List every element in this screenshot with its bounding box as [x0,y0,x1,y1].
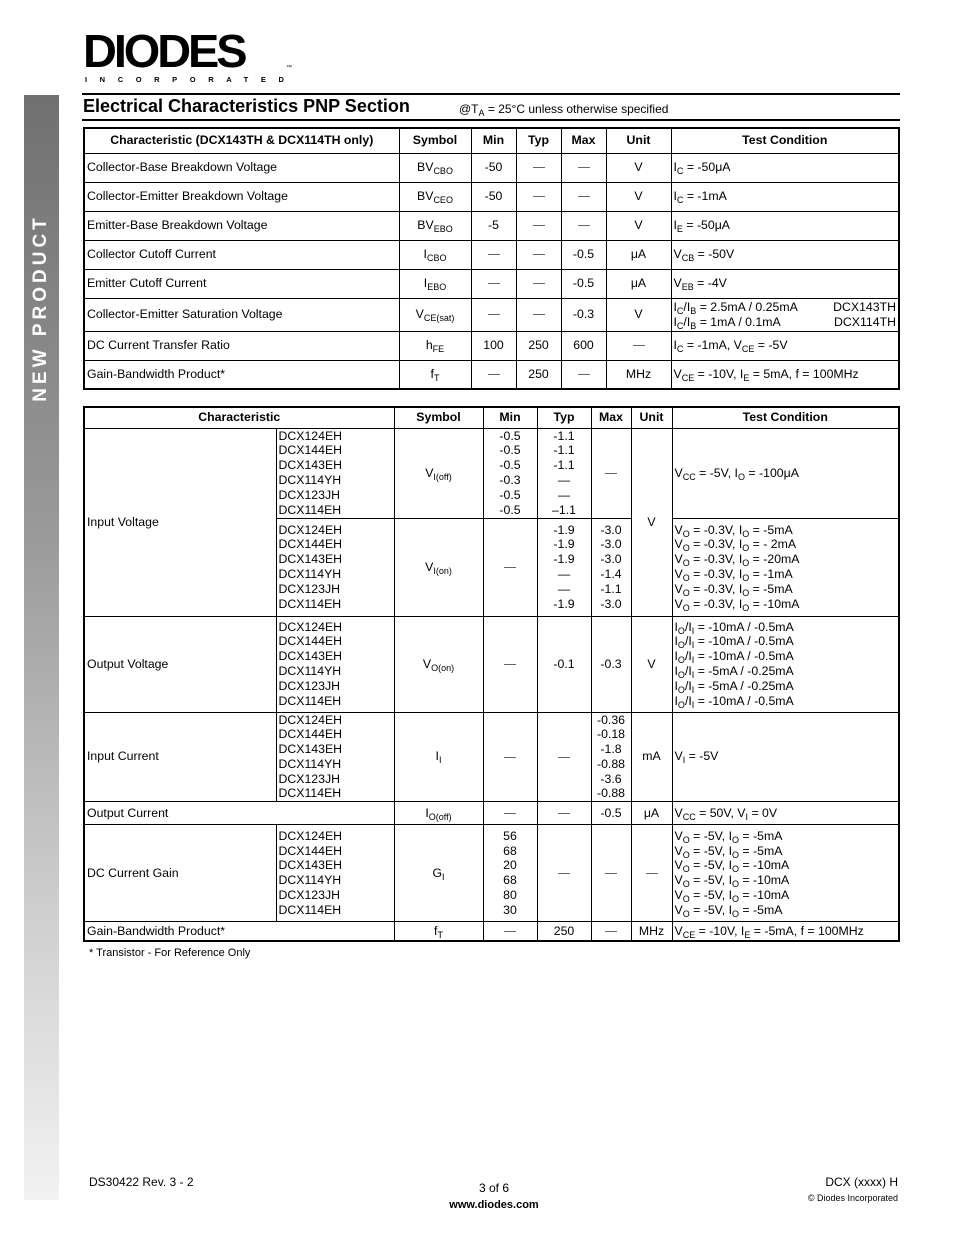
symbol-cell: $V_{CE(sat)}$ [399,298,471,331]
condition-cell: $V_O = -5V$, $I_O = -5mA$ $V_O = -5V$, $I_O = -5mA$ $V_O = -5V$, $I_O = -10mA$ $V_O = -5V$, $I_O = -10mA$ $V_O = -5V$, $I_O = -10mA$ $V_O = -5V$, $I_O = -5mA$ [672,825,899,922]
column-header: Test Condition [672,407,899,428]
dash-mark [558,757,570,758]
symbol-cell: $BV_{CEO}$ [399,182,471,211]
condition-cell: $I_E = -50\mu A$ [671,211,899,240]
table-header-row [84,407,899,428]
device-list-cell: DCX124EH DCX144EH DCX143EH DCX114YH DCX123JH DCX114EH [276,712,394,802]
dash-mark [504,757,516,758]
typ-cell: -1.1 -1.1 -1.1 — — –1.1 [537,428,591,518]
side-banner-text: NEW PRODUCT [30,214,51,402]
column-header: Max [591,407,631,428]
dash-mark [533,196,545,197]
condition-cell: $V_O = -0.3V$, $I_O = -5mA$ $V_O = -0.3V$, $I_O$ = - 2mA $V_O = -0.3V$, $I_O = -20mA$ $V_O = -0.3V$, $I_O = -1mA$ $V_O = -0.3V$, $I_O = -5mA$ $V_O = -0.3V$, $I_O = -10mA$ [672,518,899,616]
min-cell: -5 [471,211,516,240]
min-cell [483,802,537,825]
column-header: Min [483,407,537,428]
symbol-cell: $V_{I(off)}$ [394,428,483,518]
condition-cell: $I_C = -1mA$, $V_{CE} = -5V$ [671,331,899,360]
symbol-cell: $f_T$ [399,360,471,389]
unit-cell: μA [606,269,671,298]
condition-cell: $I_C/I_B = 2.5mA / 0.25mA$ DCX143TH $I_C/I_B = 1mA / 0.1mA$ DCX114TH [671,298,899,331]
dash-mark [605,473,617,474]
characteristic-cell: Input Voltage [84,428,276,616]
footer-copyright: © Diodes Incorporated [807,1193,898,1203]
characteristic-cell: DC Current Transfer Ratio [84,331,399,360]
min-cell [471,240,516,269]
symbol-cell: $V_{I(on)}$ [394,518,483,616]
footer-part-number: DCX (xxxx) H [825,1175,898,1189]
condition-cell: $V_{CC} = -5V$, $I_O = -100\mu A$ [672,428,899,518]
column-header: Test Condition [671,128,899,153]
dash-mark [504,813,516,814]
characteristic-cell: Collector Cutoff Current [84,240,399,269]
min-cell: 100 [471,331,516,360]
dash-mark [533,225,545,226]
symbol-cell: $I_I$ [394,712,483,802]
dash-mark [488,254,500,255]
max-cell: -0.36 -0.18 -1.8 -0.88 -3.6 -0.88 [591,712,631,802]
unit-cell: μA [606,240,671,269]
characteristic-cell: Collector-Base Breakdown Voltage [84,153,399,182]
dash-mark [578,196,590,197]
max-cell: 600 [561,331,606,360]
table-row [84,802,899,825]
page-title: Electrical Characteristics PNP Section [83,96,410,116]
table-row [84,428,899,518]
column-header: Symbol [399,128,471,153]
table-row [84,616,899,712]
max-cell [591,428,631,518]
min-cell [483,518,537,616]
unit-cell: V [606,182,671,211]
condition-cell: $V_{EB} = -4V$ [671,269,899,298]
page-subtitle: $@T_A = 25^\circ C$ unless otherwise specified [459,102,669,118]
dash-mark [533,283,545,284]
max-cell [561,211,606,240]
unit-cell: V [606,211,671,240]
typ-cell [516,240,561,269]
max-cell: -0.5 [591,802,631,825]
dash-mark [578,225,590,226]
column-header: Typ [516,128,561,153]
max-cell: -3.0 -3.0 -3.0 -1.4 -1.1 -3.0 [591,518,631,616]
unit-cell: μA [631,802,672,825]
column-header: Characteristic (DCX143TH & DCX114TH only) [84,128,399,153]
max-cell [561,153,606,182]
table-row [84,182,899,211]
dash-mark [488,374,500,375]
max-cell: -0.5 [561,269,606,298]
symbol-cell: $BV_{CBO}$ [399,153,471,182]
dash-mark [488,283,500,284]
column-header: Max [561,128,606,153]
dash-mark [578,374,590,375]
column-header: Min [471,128,516,153]
condition-cell: $I_C = -1mA$ [671,182,899,211]
condition-cell: $I_C = -50\mu A$ [671,153,899,182]
typ-cell: 250 [516,331,561,360]
typ-cell [516,153,561,182]
characteristic-cell: Output Current [84,802,394,825]
table-row [84,153,899,182]
dash-mark [578,167,590,168]
symbol-cell: $V_{O(on)}$ [394,616,483,712]
dash-mark [504,567,516,568]
column-header: Unit [606,128,671,153]
typ-cell [537,825,591,922]
condition-cell: $V_{CC} = 50V$, $V_I = 0V$ [672,802,899,825]
transistor-characteristics-table [83,127,900,390]
characteristic-cell: Output Voltage [84,616,276,712]
characteristic-cell: Emitter Cutoff Current [84,269,399,298]
symbol-cell: $h_{FE}$ [399,331,471,360]
symbol-cell: $f_T$ [394,922,483,941]
dash-mark [605,931,617,932]
min-cell [483,616,537,712]
diodes-logo [83,25,297,86]
footer-doc-id: DS30422 Rev. 3 - 2 [89,1175,194,1189]
condition-cell: $V_{CE} = -10V$, $I_E = 5mA$, f = 100MHz [671,360,899,389]
characteristic-cell: Emitter-Base Breakdown Voltage [84,211,399,240]
footer-url[interactable]: www.diodes.com [449,1199,539,1211]
typ-cell [537,712,591,802]
table-row [84,712,899,802]
min-cell: -50 [471,182,516,211]
footer-page-number: 3 of 6 [478,1181,510,1195]
unit-cell: V [631,616,672,712]
typ-cell [537,802,591,825]
typ-cell: 250 [516,360,561,389]
typ-cell [516,182,561,211]
table-row [84,269,899,298]
dash-mark [488,314,500,315]
condition-cell: $I_O/I_I = -10mA / -0.5mA$ $I_O/I_I = -10mA / -0.5mA$ $I_O/I_I = -10mA / -0.5mA$ $I_O/I_I = -5mA / -0.25mA$ $I_O/I_I = -5mA / -0.25mA$ $I_O/I_I = -10mA / -0.5mA$ [672,616,899,712]
characteristic-cell: Collector-Emitter Breakdown Voltage [84,182,399,211]
characteristic-cell: Gain-Bandwidth Product* [84,922,394,941]
typ-cell: 250 [537,922,591,941]
max-cell [591,825,631,922]
max-cell: -0.5 [561,240,606,269]
unit-cell: MHz [606,360,671,389]
characteristic-cell: Collector-Emitter Saturation Voltage [84,298,399,331]
dash-mark [504,664,516,665]
characteristic-cell: Input Current [84,712,276,802]
table-row [84,240,899,269]
min-cell: 56 68 20 68 80 30 [483,825,537,922]
device-list-cell: DCX124EH DCX144EH DCX143EH DCX114YH DCX123JH DCX114EH [276,825,394,922]
column-header: Unit [631,407,672,428]
dash-mark [633,345,645,346]
min-cell [471,269,516,298]
unit-cell: MHz [631,922,672,941]
dash-mark [533,314,545,315]
typ-cell: -1.9 -1.9 -1.9 — — -1.9 [537,518,591,616]
min-cell [483,922,537,941]
dash-mark [558,873,570,874]
dash-mark [605,873,617,874]
footnote: * Transistor - For Reference Only [89,947,251,959]
typ-cell: -0.1 [537,616,591,712]
max-cell: -0.3 [561,298,606,331]
unit-cell [631,825,672,922]
column-header: Characteristic [84,407,394,428]
table-row [84,211,899,240]
dash-mark [533,254,545,255]
condition-cell: $V_I = -5V$ [672,712,899,802]
logo-subtitle: INCORPORATED [85,75,297,84]
dash-mark [646,873,658,874]
symbol-cell: $BV_{EBO}$ [399,211,471,240]
unit-cell: V [631,428,672,616]
symbol-cell: $I_{O(off)}$ [394,802,483,825]
max-cell [591,922,631,941]
dash-mark [504,931,516,932]
min-cell [471,360,516,389]
min-cell: -0.5 -0.5 -0.5 -0.3 -0.5 -0.5 [483,428,537,518]
table-row [84,922,899,941]
typ-cell [516,211,561,240]
typ-cell [516,269,561,298]
table-row [84,331,899,360]
min-cell [483,712,537,802]
max-cell [561,360,606,389]
logo-trademark: ™ [286,65,292,71]
header-rule-top [82,93,900,95]
digital-transistor-table [83,406,900,942]
device-list-cell: DCX124EH DCX144EH DCX143EH DCX114YH DCX123JH DCX114EH [276,428,394,518]
column-header: Symbol [394,407,483,428]
characteristic-cell: Gain-Bandwidth Product* [84,360,399,389]
unit-cell: mA [631,712,672,802]
dash-mark [558,813,570,814]
min-cell [471,298,516,331]
characteristic-cell: DC Current Gain [84,825,276,922]
table-row [84,298,899,331]
unit-cell: V [606,298,671,331]
symbol-cell: $I_{CBO}$ [399,240,471,269]
symbol-cell: $G_I$ [394,825,483,922]
device-list-cell: DCX124EH DCX144EH DCX143EH DCX114YH DCX123JH DCX114EH [276,518,394,616]
max-cell [561,182,606,211]
table-header-row [84,128,899,153]
table-row [84,360,899,389]
device-list-cell: DCX124EH DCX144EH DCX143EH DCX114YH DCX123JH DCX114EH [276,616,394,712]
logo-wordmark: DIODES [83,25,245,77]
dash-mark [533,167,545,168]
unit-cell [606,331,671,360]
table-row [84,825,899,922]
column-header: Typ [537,407,591,428]
condition-cell: $V_{CE} = -10V$, $I_E = -5mA$, f = 100MHz [672,922,899,941]
max-cell: -0.3 [591,616,631,712]
unit-cell: V [606,153,671,182]
min-cell: -50 [471,153,516,182]
header-rule-bottom [82,119,900,121]
condition-cell: $V_{CB} = -50V$ [671,240,899,269]
symbol-cell: $I_{EBO}$ [399,269,471,298]
typ-cell [516,298,561,331]
